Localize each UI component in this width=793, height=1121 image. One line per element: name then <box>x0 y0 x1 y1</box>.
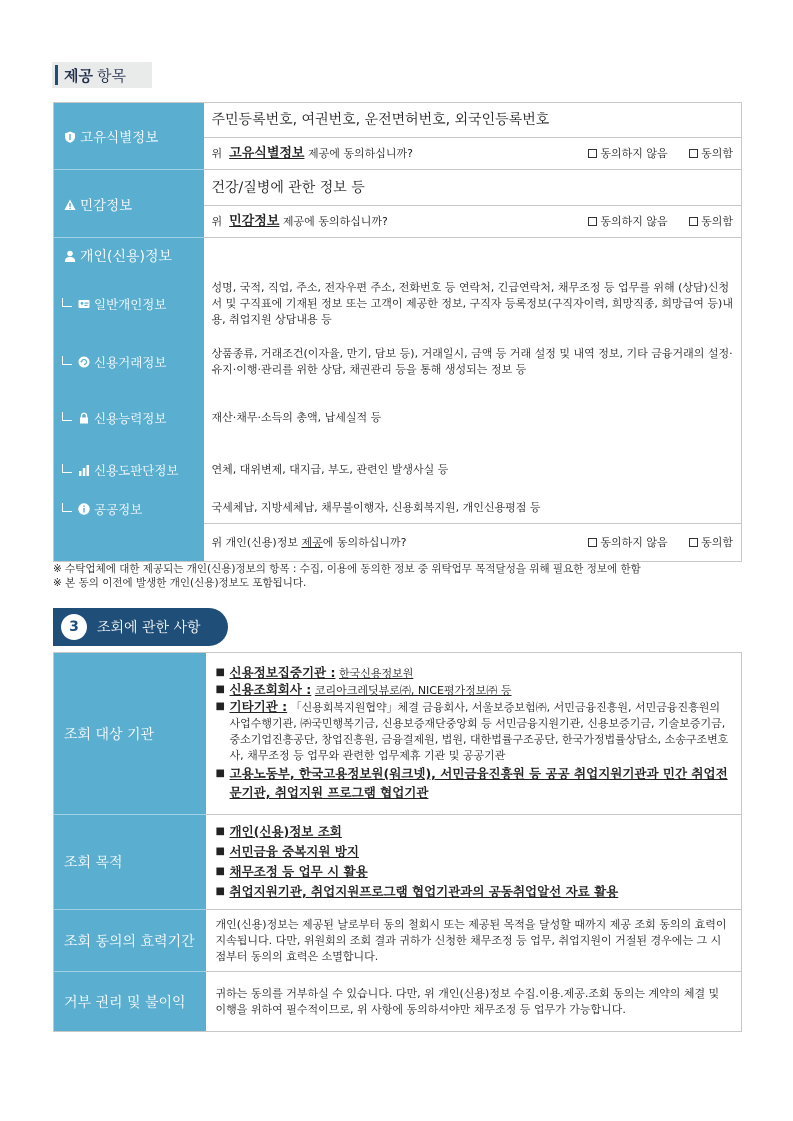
heading-bar <box>55 65 58 85</box>
tree-connector <box>62 412 72 421</box>
inquiry-table <box>53 652 742 1032</box>
label-unique-id <box>54 103 204 170</box>
public-info-content: 국세체납, 지방세체납, 채무불이행자, 신용회복지원, 개인신용평점 등 <box>204 494 742 524</box>
q-suffix: 에 동의하십니까? <box>322 535 407 549</box>
item-key: 신용조회회사 : <box>229 682 312 697</box>
label-general-personal <box>54 274 204 334</box>
q-prefix: 위 <box>211 146 223 160</box>
tree-connector <box>62 356 72 365</box>
q-key: 민감정보 <box>229 213 280 229</box>
institution-item: ■ 고용노동부, 한국고용정보원(워크넷), 서민금융진흥원 등 공공 취업지원기관과 민간 취업전문기관, 취업지원 프로그램 협업기관 <box>216 764 732 802</box>
purpose-content <box>206 815 742 910</box>
info-icon <box>78 503 90 515</box>
note-1: ※ 수탁업체에 대한 제공되는 개인(신용)정보의 항목 : 수집, 이용에 동의한 정보 중 위탁업무 목적달성을 위해 필요한 정보에 한함 <box>53 563 641 575</box>
shield-icon <box>64 131 76 143</box>
label-purpose: 조회 목적 <box>54 815 206 910</box>
opt-label: 동의하지 않음 <box>600 146 668 160</box>
tree-connector <box>62 464 72 473</box>
person-icon <box>64 250 76 262</box>
refusal-content: 귀하는 동의를 거부하실 수 있습니다. 다만, 위 개인(신용)정보 수집.이용.제공.조회 동의는 계약의 체결 및 이행을 위하여 필수적이므로, 위 사항에 동의하셔야만 채무조정 등 업무가 가능합니다. <box>215 986 720 1016</box>
sensitive-disagree-checkbox[interactable] <box>588 215 667 228</box>
heading-strong: 제공 <box>64 66 93 85</box>
institution-item <box>216 682 732 699</box>
opt-label: 동의함 <box>701 535 733 549</box>
general-personal-content: 성명, 국적, 직업, 주소, 전자우편 주소, 전화번호 등 연락처, 긴급연락처, 채무조정 등 업무를 위해 (상담)신청서 및 구직표에 기재된 정보 또는 고객이 제공한 정보, 구직자 등록정보(구직자이력, 희망직종, 희망급여 등)내용, 취업지원 상담내용 등 <box>211 280 733 326</box>
label-text: 일반개인정보 <box>94 296 167 312</box>
q-prefix: 위 개인(신용)정보 <box>211 535 298 549</box>
opt-label: 동의함 <box>701 146 733 160</box>
label-text: 개인(신용)정보 <box>80 248 173 265</box>
personal-question <box>204 524 742 562</box>
sensitive-question <box>204 206 742 238</box>
item-text: 코리아크레딧뷰로㈜, NICE평가정보㈜ 등 <box>314 684 512 697</box>
personal-agree-checkbox[interactable] <box>689 536 733 549</box>
item-text: 한국신용정보원 <box>338 667 414 680</box>
institution-item <box>216 665 732 682</box>
label-personal <box>54 238 204 274</box>
section3-header <box>53 608 228 646</box>
q-key: 제공 <box>301 535 323 549</box>
credit-capacity-content: 재산·채무·소득의 총액, 납세실적 등 <box>211 410 382 424</box>
sensitive-content: 건강/질병에 관한 정보 등 <box>204 170 742 206</box>
section3-title: 조회에 관한 사항 <box>97 620 201 636</box>
label-refusal: 거부 권리 및 불이익 <box>54 972 206 1032</box>
provision-table <box>53 102 742 562</box>
label-period: 조회 동의의 효력기간 <box>54 910 206 972</box>
personal-header-blank <box>204 238 742 274</box>
item-key: 기타기관 : <box>229 699 288 714</box>
q-key: 고유식별정보 <box>229 145 305 161</box>
unique-id-question <box>204 138 742 170</box>
q-suffix: 제공에 동의하십니까? <box>282 214 388 228</box>
unique-id-disagree-checkbox[interactable] <box>588 147 667 160</box>
tree-connector <box>62 298 72 307</box>
label-text: 공공정보 <box>94 501 143 517</box>
opt-label: 동의함 <box>701 214 733 228</box>
label-institutions: 조회 대상 기관 <box>54 653 206 815</box>
heading-rest: 항목 <box>96 66 126 85</box>
purpose-item: ■ 취업지원기관, 취업지원프로그램 협업기관과의 공동취업알선 자료 활용 <box>216 882 732 902</box>
q-suffix: 제공에 동의하십니까? <box>308 146 413 160</box>
unique-id-agree-checkbox[interactable] <box>689 147 733 160</box>
refresh-icon <box>78 356 90 368</box>
item-key: 신용정보집중기관 : <box>229 665 336 680</box>
opt-label: 동의하지 않음 <box>600 535 668 549</box>
label-text: 신용능력정보 <box>94 410 167 426</box>
label-credit-capacity <box>54 390 204 446</box>
label-text: 민감정보 <box>80 197 133 214</box>
bar-chart-icon <box>78 464 90 476</box>
notes <box>53 562 753 590</box>
period-content: 개인(신용)정보는 제공된 날로부터 동의 철회시 또는 제공된 목적을 달성할 때까지 제공 조회 동의의 효력이 지속됩니다. 다만, 위원회의 조회 결과 귀하가 신청한 채무조정 등 업무, 취업지원이 거절된 경우에는 그 시점부터 동의의 효력은 소멸합니다. <box>206 910 742 972</box>
warning-icon <box>64 199 76 211</box>
institution-item <box>216 699 732 764</box>
label-credit-transaction <box>54 334 204 390</box>
id-card-icon <box>78 298 90 310</box>
label-sensitive <box>54 170 204 238</box>
sensitive-agree-checkbox[interactable] <box>689 215 733 228</box>
institutions-content <box>206 653 742 815</box>
label-text: 신용거래정보 <box>94 354 167 370</box>
tree-connector <box>62 503 72 512</box>
purpose-item: ■ 서민금융 중복지원 방지 <box>216 842 732 862</box>
personal-disagree-checkbox[interactable] <box>588 536 667 549</box>
purpose-item: ■ 채무조정 등 업무 시 활용 <box>216 862 732 882</box>
opt-label: 동의하지 않음 <box>600 214 668 228</box>
label-personal-question-blank <box>54 524 204 562</box>
credit-transaction-content: 상품종류, 거래조건(이자율, 만기, 담보 등), 거래일시, 금액 등 거래 설정 및 내역 정보, 기타 금융거래의 설정·유지·이행·관리를 위한 상담, 채권관리 등을 통해 생성되는 정보 등 <box>211 346 733 376</box>
label-public-info <box>54 494 204 524</box>
purpose-item: ■ 개인(신용)정보 조회 <box>216 822 732 842</box>
label-text: 고유식별정보 <box>80 130 159 146</box>
unique-id-content: 주민등록번호, 여권번호, 운전면허번호, 외국인등록번호 <box>204 103 742 138</box>
note-2: ※ 본 동의 이전에 발생한 개인(신용)정보도 포함됩니다. <box>53 577 307 589</box>
section-heading <box>52 62 152 88</box>
label-credit-judgment <box>54 446 204 494</box>
q-prefix: 위 <box>211 214 223 228</box>
section3-number: 3 <box>61 614 87 640</box>
credit-judgment-content: 연체, 대위변제, 대지급, 부도, 관련인 발생사실 등 <box>211 462 449 476</box>
lock-icon <box>78 412 90 424</box>
item-text: 「신용회복지원협약」체결 금융회사, 서울보증보험㈜, 서민금융진흥원, 서민금융진흥원의 사업수행기관, ㈜국민행복기금, 신용보증재단중앙회 등 서민금융지원기관, 신용보증기금, 기술보증기금, 중소기업진흥공단, 창업진흥원, 금융결제원, 법원, 대한법률구조공단, 한국가정법률상담소, 소송구조변호사, 채무조정 등 업무와 관련한 업무제휴 기관 및 공공기관 <box>229 701 729 762</box>
label-text: 신용도판단정보 <box>94 462 179 478</box>
